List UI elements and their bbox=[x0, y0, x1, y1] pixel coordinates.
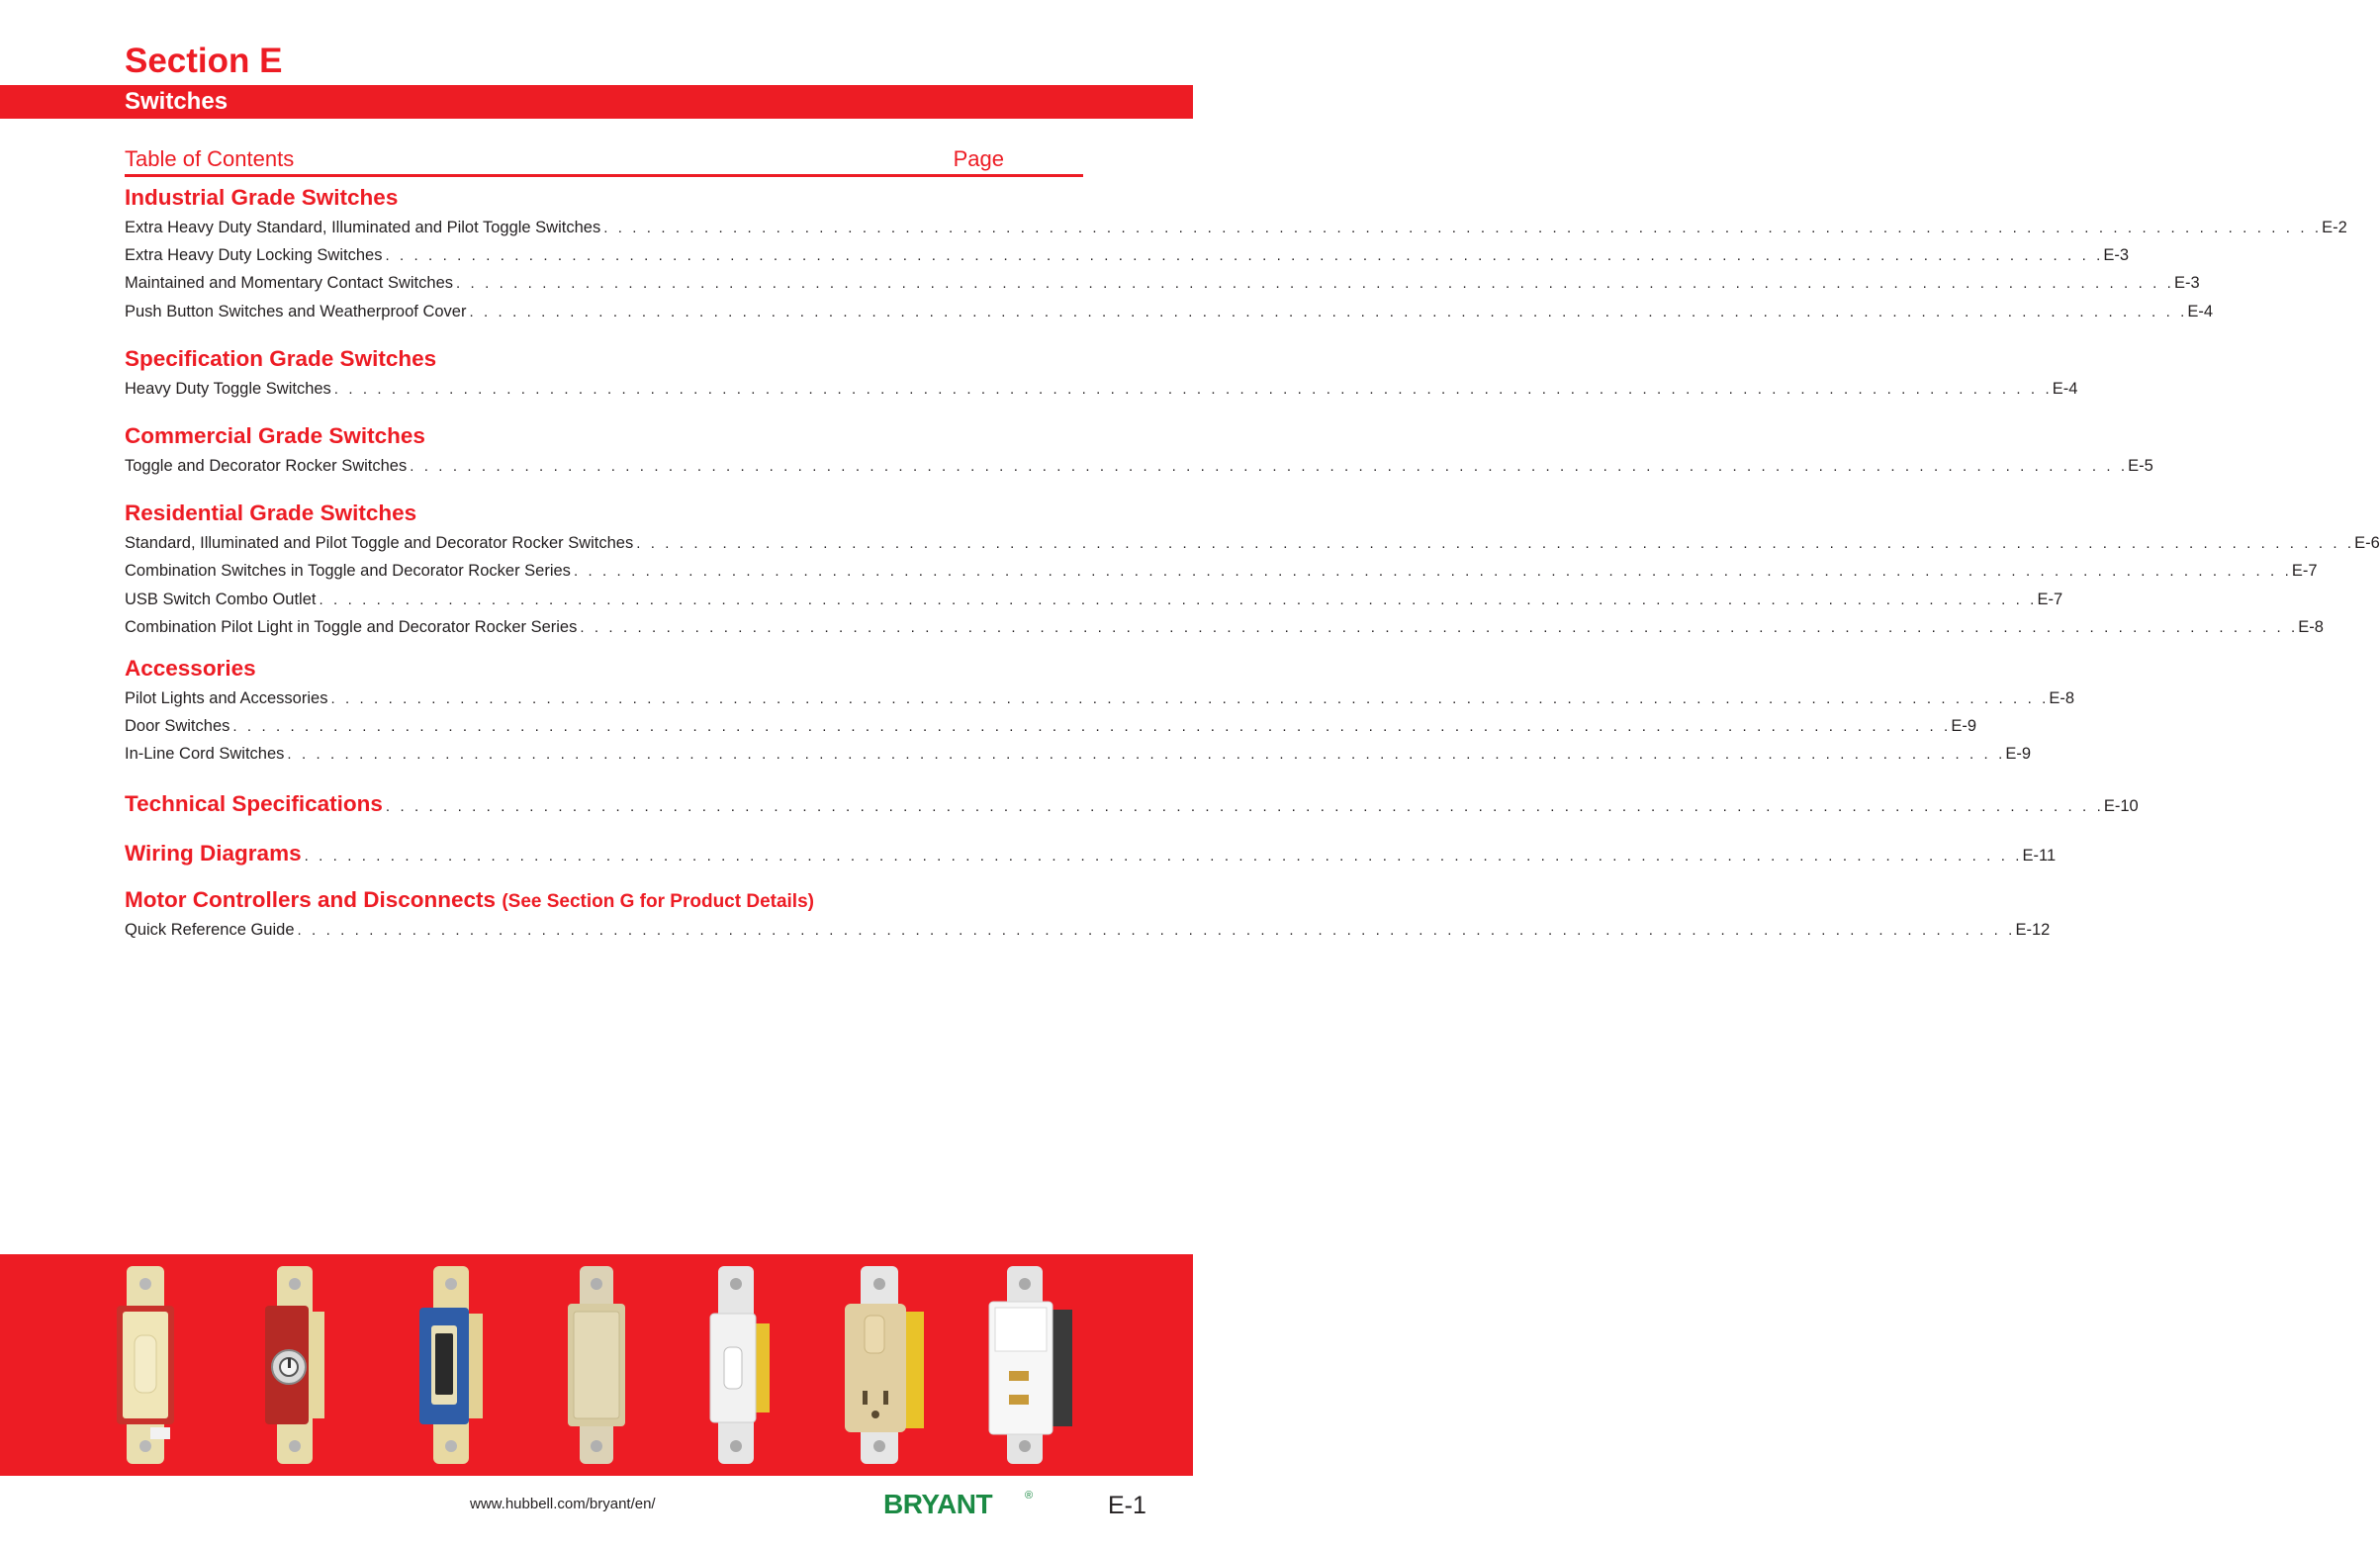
toc-header bbox=[125, 144, 1083, 177]
locking-switch-image bbox=[259, 1264, 330, 1466]
dot-leader: . . . . . . . . . . . . . . . . . . . . . . . . . . . . . . . . . . . . . . . . . . . . . . . . . . . . . . . . . . . . . . . . . . . . . . . . . . . . . . . . . . . . . . . . . . . . . . . . . . . . . . . . . . . . . . . . . . . . . . . . bbox=[333, 380, 2053, 398]
toc-entry-text: Pilot Lights and Accessories bbox=[125, 688, 328, 707]
table-of-contents bbox=[125, 182, 2380, 945]
toc-entry-text: Combination Pilot Light in Toggle and Decorator Rocker Series bbox=[125, 617, 578, 636]
toc-entry-page: E-3 bbox=[2173, 274, 2200, 293]
toc-entry-text: USB Switch Combo Outlet bbox=[125, 590, 317, 608]
toc-group-technical bbox=[125, 785, 2139, 823]
toc-entry[interactable] bbox=[125, 916, 2051, 944]
toc-entry-text: Maintained and Momentary Contact Switches bbox=[125, 274, 453, 293]
toc-entry-page: E-6 bbox=[2354, 534, 2380, 553]
toc-entry[interactable] bbox=[125, 557, 2318, 585]
toc-group-motor bbox=[125, 884, 2051, 944]
section-band bbox=[0, 85, 1193, 119]
toc-entry[interactable] bbox=[125, 375, 2078, 403]
registered-mark: ® bbox=[1025, 1490, 1034, 1502]
toc-entry-text: Extra Heavy Duty Standard, Illuminated and Pilot Toggle Switches bbox=[125, 219, 601, 236]
toc-entry-page: E-3 bbox=[2103, 246, 2130, 265]
product-photo-band bbox=[0, 1254, 1193, 1476]
toc-group-specification bbox=[125, 343, 2078, 403]
dot-leader: . . . . . . . . . . . . . . . . . . . . . . . . . . . . . . . . . . . . . . . . . . . . . . . . . . . . . . . . . . . . . . . . . . . . . . . . . . . . . . . . . . . . . . . . . . . . . . . . . . . . . . . . . . . . . . . . . . . . . . . . bbox=[319, 591, 2038, 608]
combination-switch-outlet-image bbox=[837, 1264, 926, 1466]
dot-leader: . . . . . . . . . . . . . . . . . . . . . . . . . . . . . . . . . . . . . . . . . . . . . . . . . . . . . . . . . . . . . . . . . . . . . . . . . . . . . . . . . . . . . . . . . . . . . . . . . . . . . . . . . . . . . . . . . . . . . . . . bbox=[385, 798, 2104, 816]
toc-entry-text: Push Button Switches and Weatherproof Cover bbox=[125, 302, 467, 320]
toc-group-title: Commercial Grade Switches bbox=[125, 422, 425, 448]
dot-leader: . . . . . . . . . . . . . . . . . . . . . . . . . . . . . . . . . . . . . . . . . . . . . . . . . . . . . . . . . . . . . . . . . . . . . . . . . . . . . . . . . . . . . . . . . . . . . . . . . . . . . . . . . . . . . . . . . . . . . . . . bbox=[573, 563, 2292, 581]
dot-leader: . . . . . . . . . . . . . . . . . . . . . . . . . . . . . . . . . . . . . . . . . . . . . . . . . . . . . . . . . . . . . . . . . . . . . . . . . . . . . . . . . . . . . . . . . . . . . . . . . . . . . . . . . . . . . . . . . . . . . . . . bbox=[385, 247, 2104, 265]
toc-entry[interactable] bbox=[125, 214, 2347, 241]
toc-entry[interactable] bbox=[125, 586, 2063, 613]
toc-entry[interactable] bbox=[125, 452, 2153, 480]
toc-entry-page: E-11 bbox=[2022, 847, 2057, 866]
toc-entry-page: E-10 bbox=[2103, 797, 2139, 816]
industrial-toggle-switch-image bbox=[111, 1264, 180, 1466]
toc-entry[interactable] bbox=[125, 684, 2075, 712]
toc-entry-page: E-9 bbox=[1951, 717, 1976, 736]
toc-group-title: Accessories bbox=[125, 655, 256, 681]
toc-group-title: Wiring Diagrams bbox=[125, 841, 302, 866]
dot-leader: . . . . . . . . . . . . . . . . . . . . . . . . . . . . . . . . . . . . . . . . . . . . . . . . . . . . . . . . . . . . . . . . . . . . . . . . . . . . . . . . . . . . . . . . . . . . . . . . . . . . . . . . . . . . . . . . . . . . . . . . bbox=[580, 618, 2299, 636]
toc-entry[interactable] bbox=[125, 712, 1976, 740]
dot-leader: . . . . . . . . . . . . . . . . . . . . . . . . . . . . . . . . . . . . . . . . . . . . . . . . . . . . . . . . . . . . . . . . . . . . . . . . . . . . . . . . . . . . . . . . . . . . . . . . . . . . . . . . . . . . . . . . . . . . . . . . bbox=[330, 689, 2050, 707]
toc-group-title: Technical Specifications bbox=[125, 791, 383, 817]
toc-group-note: (See Section G for Product Details) bbox=[502, 891, 814, 913]
dot-leader: . . . . . . . . . . . . . . . . . . . . . . . . . . . . . . . . . . . . . . . . . . . . . . . . . . . . . . . . . . . . . . . . . . . . . . . . . . . . . . . . . . . . . . . . . . . . . . . . . . . . . . . . . . . . . . . . . . . . . . . . bbox=[636, 535, 2355, 553]
footer-url[interactable]: www.hubbell.com/bryant/en/ bbox=[470, 1496, 656, 1512]
residential-toggle-switch-image bbox=[702, 1264, 774, 1466]
toc-group-industrial bbox=[125, 182, 2347, 325]
toc-entry-text: Quick Reference Guide bbox=[125, 921, 295, 940]
section-subtitle: Switches bbox=[125, 88, 229, 115]
dot-leader: . . . . . . . . . . . . . . . . . . . . . . . . . . . . . . . . . . . . . . . . . . . . . . . . . . . . . . . . . . . . . . . . . . . . . . . . . . . . . . . . . . . . . . . . . . . . . . . . . . . . . . . . . . . . . . . . . . . . . . . . bbox=[456, 275, 2174, 293]
toc-group-residential bbox=[125, 498, 2380, 641]
dot-leader: . . . . . . . . . . . . . . . . . . . . . . . . . . . . . . . . . . . . . . . . . . . . . . . . . . . . . . . . . . . . . . . . . . . . . . . . . . . . . . . . . . . . . . . . . . . . . . . . . . . . . . . . . . . . . . . . . . . . . . . . bbox=[287, 746, 2006, 764]
decorator-rocker-switch-image bbox=[562, 1264, 631, 1466]
dot-leader: . . . . . . . . . . . . . . . . . . . . . . . . . . . . . . . . . . . . . . . . . . . . . . . . . . . . . . . . . . . . . . . . . . . . . . . . . . . . . . . . . . . . . . . . . . . . . . . . . . . . . . . . . . . . . . . . . . . . . . . . bbox=[304, 848, 2023, 866]
dot-leader: . . . . . . . . . . . . . . . . . . . . . . . . . . . . . . . . . . . . . . . . . . . . . . . . . . . . . . . . . . . . . . . . . . . . . . . . . . . . . . . . . . . . . . . . . . . . . . . . . . . . . . . . . . . . . . . . . . . . . . . . bbox=[469, 303, 2188, 320]
toc-group-title-text: Motor Controllers and Disconnects bbox=[125, 887, 497, 913]
momentary-contact-switch-image bbox=[415, 1264, 487, 1466]
toc-group-title bbox=[125, 884, 1001, 915]
toc-entry-technical[interactable] bbox=[125, 785, 2139, 823]
toc-entry-text: Door Switches bbox=[125, 717, 230, 736]
toc-entry-page: E-2 bbox=[2322, 219, 2347, 236]
dot-leader: . . . . . . . . . . . . . . . . . . . . . . . . . . . . . . . . . . . . . . . . . . . . . . . . . . . . . . . . . . . . . . . . . . . . . . . . . . . . . . . . . . . . . . . . . . . . . . . . . . . . . . . . . . . . . . . . . . . . . . . . bbox=[410, 457, 2129, 475]
usb-switch-combo-image bbox=[985, 1264, 1076, 1466]
toc-entry[interactable] bbox=[125, 740, 2032, 768]
toc-entry[interactable] bbox=[125, 613, 2324, 641]
toc-group-wiring bbox=[125, 835, 2057, 872]
toc-entry-text: Extra Heavy Duty Locking Switches bbox=[125, 246, 383, 265]
toc-entry-page: E-7 bbox=[2291, 562, 2318, 581]
toc-group-title: Residential Grade Switches bbox=[125, 501, 417, 526]
toc-entry-page: E-8 bbox=[2049, 688, 2075, 707]
bryant-logo: BRYANT bbox=[883, 1489, 993, 1519]
toc-heading: Table of Contents bbox=[125, 146, 295, 171]
toc-entry-page: E-5 bbox=[2128, 456, 2153, 475]
toc-entry-wiring[interactable] bbox=[125, 835, 2057, 872]
toc-entry-page: E-4 bbox=[2052, 379, 2078, 398]
toc-entry[interactable] bbox=[125, 269, 2200, 297]
dot-leader: . . . . . . . . . . . . . . . . . . . . . . . . . . . . . . . . . . . . . . . . . . . . . . . . . . . . . . . . . . . . . . . . . . . . . . . . . . . . . . . . . . . . . . . . . . . . . . . . . . . . . . . . . . . . . . . . . . . . . . . . bbox=[603, 220, 2323, 236]
toc-entry-text: In-Line Cord Switches bbox=[125, 745, 285, 764]
toc-entry-page: E-4 bbox=[2187, 302, 2214, 320]
page-number: E-1 bbox=[1108, 1492, 1146, 1519]
section-title: Section E bbox=[125, 42, 283, 80]
toc-page-label: Page bbox=[953, 146, 1004, 171]
toc-entry[interactable] bbox=[125, 241, 2130, 269]
toc-entry-page: E-9 bbox=[2005, 745, 2032, 764]
toc-entry-text: Toggle and Decorator Rocker Switches bbox=[125, 456, 408, 475]
toc-entry-text: Standard, Illuminated and Pilot Toggle and Decorator Rocker Switches bbox=[125, 534, 634, 553]
toc-group-title: Industrial Grade Switches bbox=[125, 185, 399, 210]
toc-group-title: Specification Grade Switches bbox=[125, 345, 437, 371]
toc-entry[interactable] bbox=[125, 298, 2214, 325]
toc-entry-page: E-12 bbox=[2015, 921, 2051, 940]
toc-entry-page: E-7 bbox=[2037, 590, 2063, 608]
toc-group-accessories bbox=[125, 653, 2075, 769]
toc-entry-page: E-8 bbox=[2298, 617, 2324, 636]
toc-entry-text: Heavy Duty Toggle Switches bbox=[125, 379, 331, 398]
toc-entry-text: Combination Switches in Toggle and Decorator Rocker Series bbox=[125, 562, 571, 581]
toc-entry[interactable] bbox=[125, 529, 2380, 557]
dot-leader: . . . . . . . . . . . . . . . . . . . . . . . . . . . . . . . . . . . . . . . . . . . . . . . . . . . . . . . . . . . . . . . . . . . . . . . . . . . . . . . . . . . . . . . . . . . . . . . . . . . . . . . . . . . . . . . . . . . . . . . . bbox=[297, 922, 2016, 940]
toc-group-commercial bbox=[125, 420, 2153, 480]
dot-leader: . . . . . . . . . . . . . . . . . . . . . . . . . . . . . . . . . . . . . . . . . . . . . . . . . . . . . . . . . . . . . . . . . . . . . . . . . . . . . . . . . . . . . . . . . . . . . . . . . . . . . . . . . . . . . . . . . . . . . . . . bbox=[232, 718, 1952, 736]
